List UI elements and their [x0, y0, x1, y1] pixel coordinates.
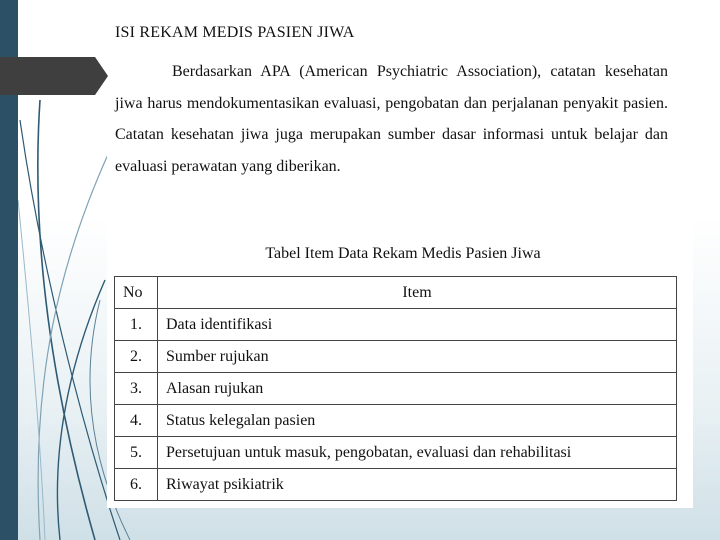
- header-item: Item: [158, 277, 677, 309]
- table-header-row: [115, 277, 677, 309]
- row-number: 6.: [115, 469, 158, 501]
- header-no: No: [115, 277, 158, 309]
- table-row: [115, 341, 677, 373]
- row-item: Sumber rujukan: [158, 341, 677, 373]
- row-item: Persetujuan untuk masuk, pengobatan, evaluasi dan rehabilitasi: [158, 437, 677, 469]
- row-number: 1.: [115, 309, 158, 341]
- row-item: Data identifikasi: [158, 309, 677, 341]
- row-item: Alasan rujukan: [158, 373, 677, 405]
- table-row: [115, 469, 677, 501]
- row-number: 3.: [115, 373, 158, 405]
- table-row: [115, 437, 677, 469]
- table-row: [115, 373, 677, 405]
- table-row: [115, 309, 677, 341]
- body-paragraph: Berdasarkan APA (American Psychiatric Association), catatan kesehatan jiwa harus mendokumentasikan evaluasi, pengobatan dan perjalanan penyakit pasien. Catatan kesehatan jiwa juga merupakan sumber dasar informasi untuk belajar dan evaluasi perawatan yang diberikan.: [115, 63, 668, 175]
- row-number: 5.: [115, 437, 158, 469]
- table-caption: Tabel Item Data Rekam Medis Pasien Jiwa: [265, 245, 541, 262]
- table-row: [115, 405, 677, 437]
- row-item: Status kelegalan pasien: [158, 405, 677, 437]
- items-table: [114, 276, 677, 501]
- arrow-tab: [0, 57, 108, 95]
- document-heading: ISI REKAM MEDIS PASIEN JIWA: [115, 24, 355, 41]
- row-number: 4.: [115, 405, 158, 437]
- row-number: 2.: [115, 341, 158, 373]
- row-item: Riwayat psikiatrik: [158, 469, 677, 501]
